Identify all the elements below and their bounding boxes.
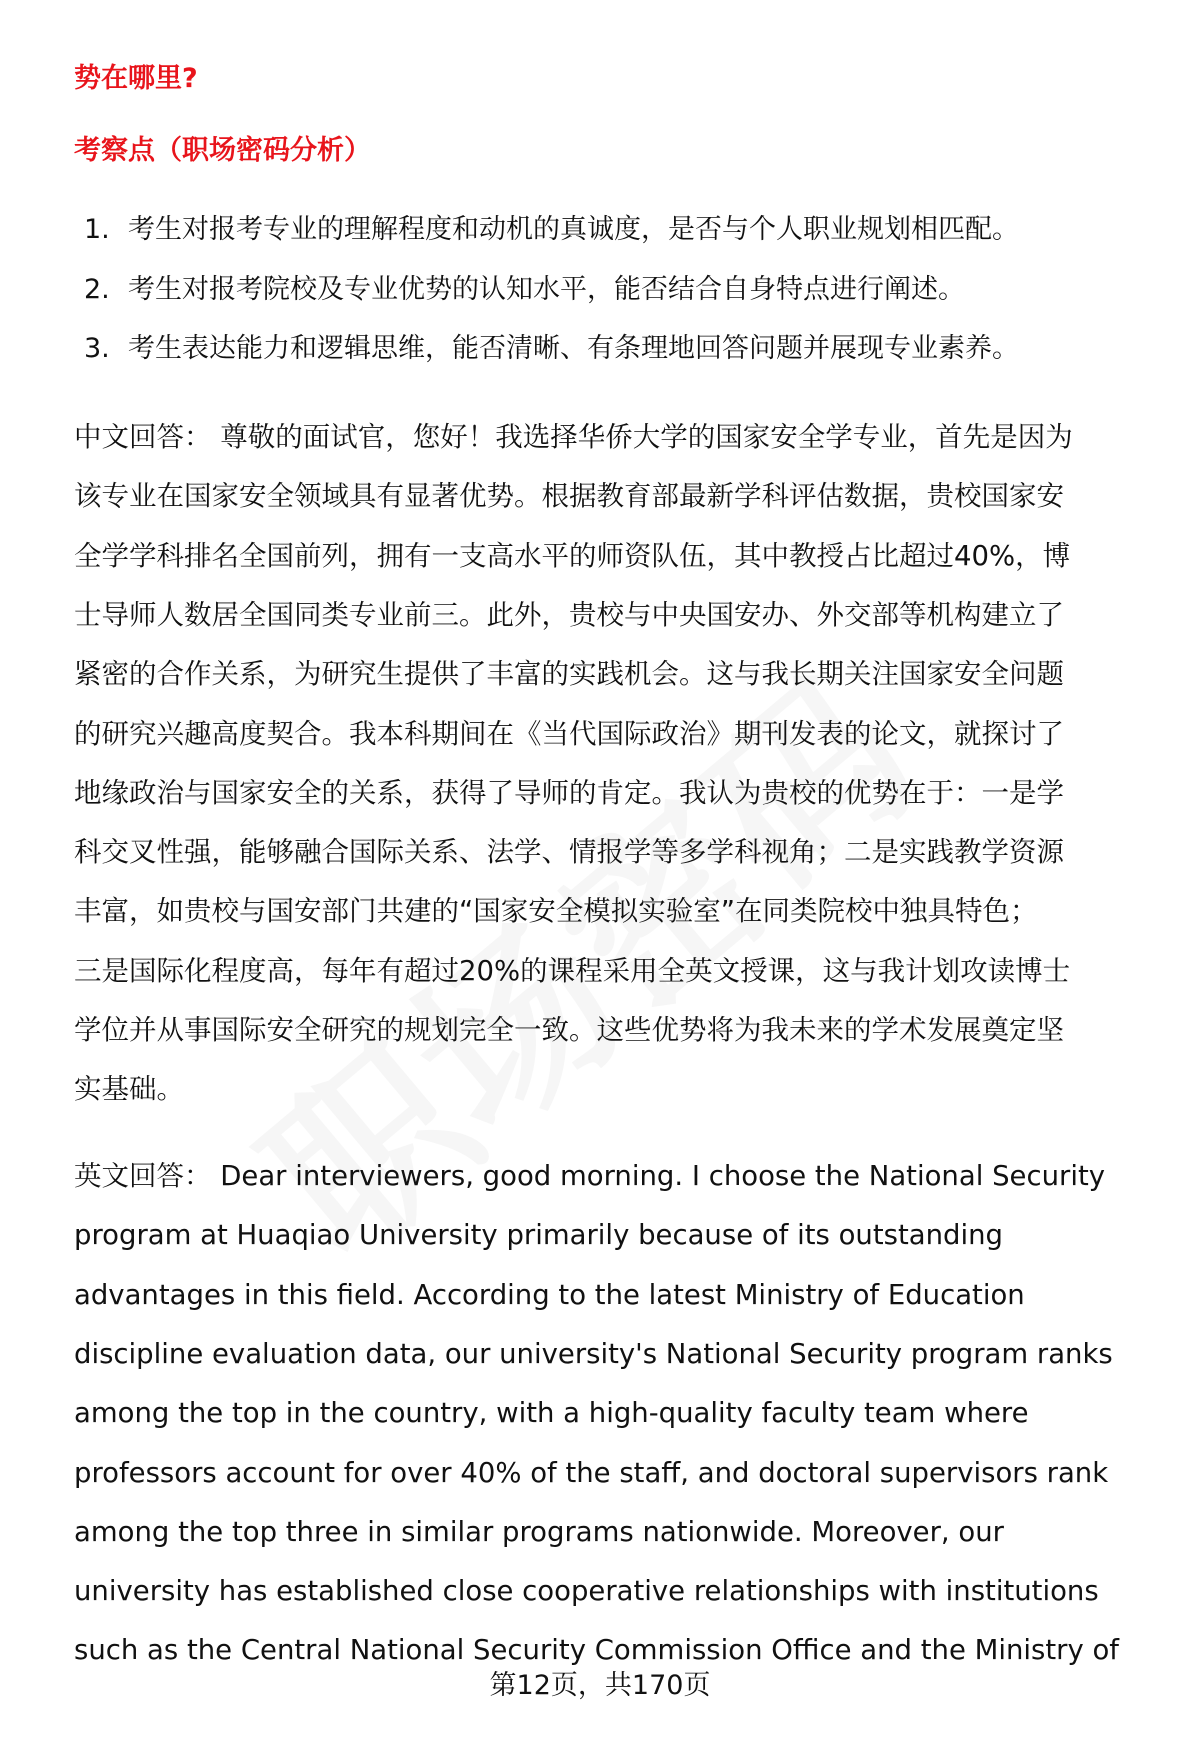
heading-points: 考察点（职场密码分析）	[74, 135, 371, 166]
point-text: 考生对报考专业的理解程度和动机的真诚度，是否与个人职业规划相匹配。	[128, 214, 1019, 245]
text-line: program at Huaqiao University primarily because of its outstanding	[74, 1219, 1003, 1252]
point-item	[84, 331, 1019, 367]
text-line: 中文回答： 尊敬的面试官，您好！我选择华侨大学的国家安全学专业，首先是因为	[74, 421, 1073, 453]
text-line: advantages in this field. According to the latest Ministry of Education	[74, 1278, 1025, 1311]
text-line: 紧密的合作关系，为研究生提供了丰富的实践机会。这与我长期关注国家安全问题	[74, 658, 1064, 691]
point-number: 3.	[84, 333, 110, 364]
text-line: 的研究兴趣高度契合。我本科期间在《当代国际政治》期刊发表的论文，就探讨了	[74, 717, 1064, 750]
text-line: 丰富，如贵校与国安部门共建的“国家安全模拟实验室”在同类院校中独具特色；	[74, 895, 1038, 928]
point-item	[84, 212, 1019, 248]
text-line: discipline evaluation data, our university's National Security program ranks	[74, 1337, 1113, 1370]
text-line: 三是国际化程度高，每年有超过20%的课程采用全英文授课，这与我计划攻读博士	[74, 954, 1071, 987]
heading-question-tail: 势在哪里?	[74, 63, 198, 94]
text-line: 学位并从事国际安全研究的规划完全一致。这些优势将为我未来的学术发展奠定坚	[74, 1014, 1064, 1046]
text-line: 实基础。	[74, 1073, 184, 1106]
text-line: 该专业在国家安全领域具有显著优势。根据教育部最新学科评估数据，贵校国家安	[74, 480, 1064, 513]
text-line: 士导师人数居全国同类专业前三。此外，贵校与中央国安办、外交部等机构建立了	[74, 598, 1064, 631]
point-number: 1.	[84, 214, 110, 245]
text-line: university has established close cooperative relationships with institutions	[74, 1575, 1099, 1608]
point-text: 考生对报考院校及专业优势的认知水平，能否结合自身特点进行阐述。	[128, 273, 965, 305]
text-line: such as the Central National Security Commission Office and the Ministry of	[74, 1634, 1119, 1667]
text-line: 英文回答： Dear interviewers, good morning. I choose the National Security	[74, 1160, 1106, 1192]
text-line: among the top in the country, with a high-quality faculty team where	[74, 1397, 1029, 1430]
point-item	[84, 272, 965, 308]
text-line: 科交叉性强，能够融合国际关系、法学、情报学等多学科视角；二是实践教学资源	[74, 836, 1064, 869]
text-line: among the top three in similar programs nationwide. Moreover, our	[74, 1515, 1004, 1548]
text-line: professors account for over 40% of the staff, and doctoral supervisors rank	[74, 1456, 1109, 1489]
page-footer: 第12页，共170页	[489, 1670, 711, 1701]
text-line: 全学学科排名全国前列，拥有一支高水平的师资队伍，其中教授占比超过40%，博	[74, 539, 1071, 572]
text-line: 地缘政治与国家安全的关系，获得了导师的肯定。我认为贵校的优势在于：一是学	[74, 776, 1064, 809]
point-text: 考生表达能力和逻辑思维，能否清晰、有条理地回答问题并展现专业素养。	[128, 333, 1019, 364]
point-number: 2.	[84, 273, 110, 305]
